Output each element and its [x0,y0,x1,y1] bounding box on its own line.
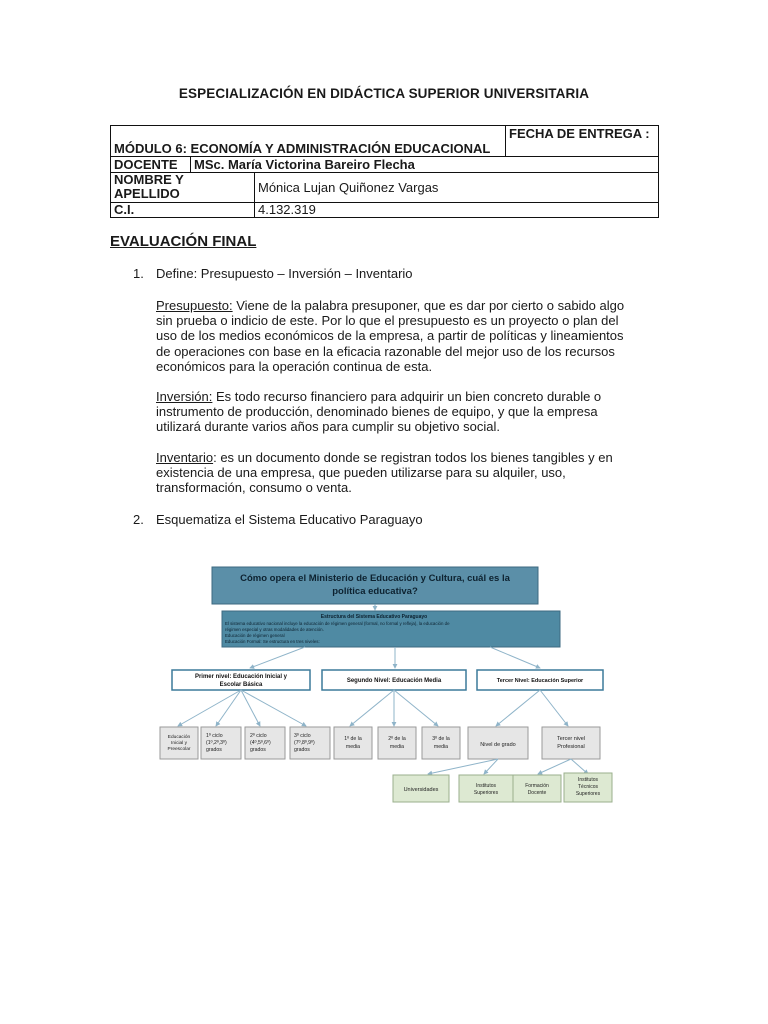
leaf5-line1: 1º de la [344,736,362,742]
sub3-line1: Formación [525,783,549,789]
diagram-header-line2: política educativa? [332,586,418,597]
presupuesto-line2: sin prueba o indicio de este. Por lo que el presupuesto es un proyecto o plan del [156,313,619,329]
arrow-leaf8 [496,690,540,726]
leaf-tercer-nivel [542,727,600,759]
leaf2-line2: (1º,2º,3º) [206,740,227,746]
level2-label: Segundo Nivel: Educación Media [346,678,442,684]
presupuesto-line1: Viene de la palabra presuponer, que es dar por cierto o sabido algo [232,298,625,313]
leaf9-line2: Profesional [557,744,585,750]
leaf1-line3: Preescolar [167,747,191,752]
leaf7-line2: media [433,744,449,750]
evaluation-title: EVALUACIÓN FINAL [110,233,257,250]
leaf4-line2: (7º,8º,9º) [294,740,315,746]
leaf3-line2: (4º,5º,6º) [250,740,271,746]
leaf2-line3: grados [206,747,222,753]
presupuesto-term: Presupuesto: [156,298,233,313]
sub2-line2: Superiores [473,790,499,796]
question-2-text: Esquematiza el Sistema Educativo Paraguayo [156,512,423,527]
inversion-term: Inversión: [156,389,213,404]
question-1 [133,266,413,281]
docente-label: DOCENTE [111,157,191,173]
structure-line1: El sistema educativo nacional incluye la educación de régimen general (formal, no formal y refleja), la educación de [225,621,450,626]
nombre-value: Mónica Lujan Quiñonez Vargas [255,173,659,203]
leaf5-line2: media [345,744,361,750]
arrow-sub4 [571,759,588,774]
sub4-line3: Superiores [575,791,601,797]
education-system-diagram [150,560,620,810]
leaf4-line3: grados [294,747,310,753]
arrow-level1 [250,647,305,668]
leaf6-line2: media [389,744,405,750]
arrow-leaf2 [216,690,241,726]
inversion-line3: utilizará durante varios años para cumplir su objetivo social. [156,419,500,435]
leaf-media2 [378,727,416,759]
structure-line2: régimen especial y otras modalidades de atención. [225,627,324,632]
arrow-leaf5 [350,690,394,726]
presupuesto-paragraph [156,298,656,374]
leaf7-line1: 3º de la [432,736,450,742]
sub2-line1: Institutos [475,783,497,789]
arrow-leaf9 [540,690,568,726]
inventario-term: Inventario [156,450,214,465]
sub4-line1: Institutos [577,777,599,783]
structure-title: Estructura del Sistema Educativo Paraguayo [320,614,428,620]
leaf1-line1: Educación [167,735,191,740]
arrow-leaf7 [394,690,438,726]
leaf3-line3: grados [250,747,266,753]
leaf4-line1: 3º ciclo [294,733,311,739]
structure-line4: Educación Formal: Se estructura en tres niveles: [225,639,320,644]
docente-value: MSc. María Victorina Bareiro Flecha [191,157,659,173]
diagram-header-line1: Cómo opera el Ministerio de Educación y Cultura, cuál es la [240,573,510,584]
level3-label: Tercer Nivel: Educación Superior [496,678,584,684]
diagram-svg [150,560,620,810]
question-1-text: Define: Presupuesto – Inversión – Inventario [156,266,413,281]
inversion-line1: Es todo recurso financiero para adquirir un bien concreto durable o [212,389,602,404]
ci-value: 4.132.319 [255,203,659,218]
arrow-leaf1 [178,690,241,726]
inventario-paragraph [156,450,656,496]
inventario-line1: : es un documento donde se registran todos los bienes tangibles y en [213,450,613,465]
question-1-number: 1. [133,266,144,281]
info-table [110,125,659,218]
presupuesto-line3: uso de los medios económicos de la empresa, a partir de políticas y lineamientos [156,328,624,344]
inversion-line2: instrumento de producción, denominado bienes de equipo, y que la empresa [156,404,598,420]
sub3-line2: Docente [527,790,547,796]
arrow-level3 [490,647,540,668]
leaf9-line1: Tercer nivel [556,736,586,742]
fecha-cell: FECHA DE ENTREGA : [506,126,659,157]
arrow-sub1 [428,759,498,774]
leaf8-label: Nivel de grado [480,742,516,748]
question-2 [133,512,423,527]
ci-label: C.I. [111,203,255,218]
leaf-media3 [422,727,460,759]
page-title: ESPECIALIZACIÓN EN DIDÁCTICA SUPERIOR UNIVERSITARIA [178,86,590,101]
level1-line1: Primer nivel: Educación Inicial y [194,674,288,680]
question-2-number: 2. [133,512,144,527]
module-cell: MÓDULO 6: ECONOMÍA Y ADMINISTRACIÓN EDUCACIONAL [111,126,506,157]
nombre-label-line1: NOMBRE Y [114,172,184,187]
leaf3-line1: 2º ciclo [250,733,267,739]
level1-line2: Escolar Básica [219,682,263,688]
leaf6-line1: 2º de la [388,736,406,742]
leaf2-line1: 1º ciclo [206,733,223,739]
leaf1-line2: Inicial y [171,741,187,746]
presupuesto-line5: económicos para la operación continua de esta. [156,358,433,374]
nombre-label [111,173,255,203]
leaf-media1 [334,727,372,759]
inventario-line2: existencia de una empresa, que pueden utilizarse para su alquiler, uso, [156,465,566,481]
inventario-line3: transformación, consumo o venta. [156,480,352,496]
presupuesto-line4: de operaciones con base en la eficacia razonable del mejor uso de los recursos [156,343,615,359]
structure-line3: Educación de régimen general [225,633,285,638]
sub4-line2: Técnicos [577,784,599,790]
nombre-label-line2: APELLIDO [114,186,180,201]
inversion-paragraph [156,389,656,435]
sub1-label: Universidades [403,787,439,793]
arrow-sub3 [538,759,571,774]
